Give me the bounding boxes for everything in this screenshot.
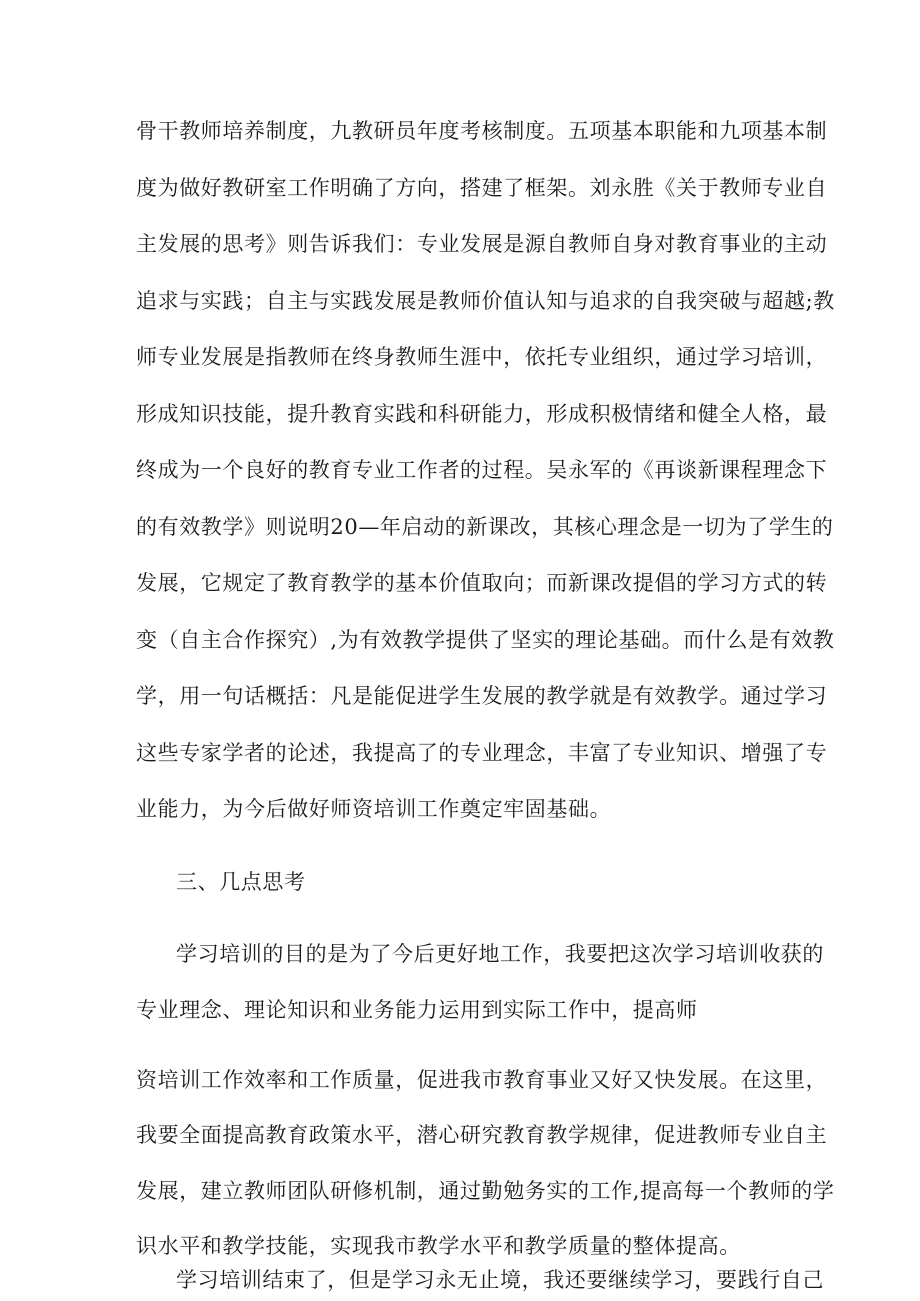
paragraph-1-line-1: 骨干教师培养制度，九教研员年度考核制度。五项基本职能和九项基本制 <box>136 119 828 143</box>
paragraph-1-line-5: 师专业发展是指教师在终身教师生涯中，依托专业组织，通过学习培训， <box>136 345 828 369</box>
paragraph-1-line-2: 度为做好教研室工作明确了方向，搭建了框架。刘永胜《关于教师专业自 <box>136 176 828 200</box>
paragraph-1-line-11: 学，用一句话概括：凡是能促进学生发展的教学就是有效教学。通过学习 <box>136 684 828 708</box>
paragraph-3-line-2: 我要全面提高教育政策水平，潜心研究教育教学规律，促进教师专业自主 <box>136 1123 828 1147</box>
paragraph-1-line-10: 变（自主合作探究）,为有效教学提供了坚实的理论基础。而什么是有效教 <box>136 628 835 652</box>
paragraph-1-line-3: 主发展的思考》则告诉我们：专业发展是源自教师自身对教育事业的主动 <box>136 232 828 256</box>
paragraph-1-line-8: 的有效教学》则说明20—年启动的新课改，其核心理念是一切为了学生的 <box>136 515 834 539</box>
paragraph-1-line-6: 形成知识技能，提升教育实践和科研能力，形成积极情绪和健全人格，最 <box>136 402 828 426</box>
paragraph-4-line-1: 学习培训结束了，但是学习永无止境，我还要继续学习，要践行自己 <box>176 1268 824 1292</box>
paragraph-3-line-4: 识水平和教学技能，实现我市教学水平和教学质量的整体提高。 <box>136 1234 741 1258</box>
section-heading: 三、几点思考 <box>176 870 306 894</box>
paragraph-1-line-12: 这些专家学者的论述，我提高了的专业理念，丰富了专业知识、增强了专 <box>136 741 828 765</box>
paragraph-3-line-1: 资培训工作效率和工作质量，促进我市教育事业又好又快发展。在这里， <box>136 1068 828 1092</box>
paragraph-1-line-9: 发展，它规定了教育教学的基本价值取向；而新课改提倡的学习方式的转 <box>136 571 828 595</box>
paragraph-1-line-4: 追求与实践；自主与实践发展是教师价值认知与追求的自我突破与超越;教 <box>136 289 835 313</box>
paragraph-2-line-1: 学习培训的目的是为了今后更好地工作，我要把这次学习培训收获的 <box>176 942 824 966</box>
paragraph-1-line-7: 终成为一个良好的教育专业工作者的过程。吴永军的《再谈新课程理念下 <box>136 458 828 482</box>
paragraph-2-line-2: 专业理念、理论知识和业务能力运用到实际工作中，提高师 <box>136 998 698 1022</box>
paragraph-3-line-3: 发展，建立教师团队研修机制，通过勤勉务实的工作,提高每一个教师的学 <box>136 1179 835 1203</box>
paragraph-1-line-13: 业能力，为今后做好师资培训工作奠定牢固基础。 <box>136 797 612 821</box>
